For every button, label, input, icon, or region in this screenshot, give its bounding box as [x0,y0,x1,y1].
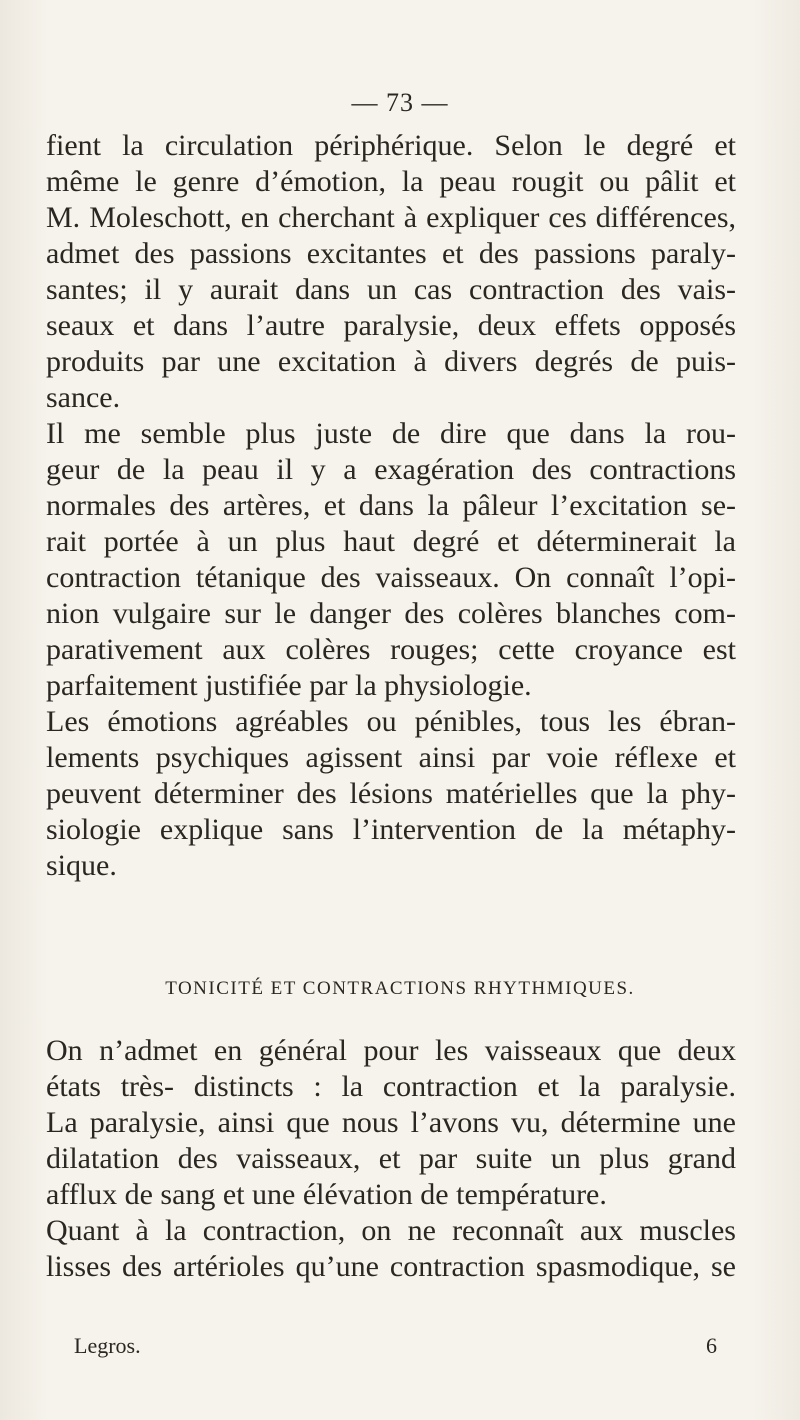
text-line: parfaitement justifiée par la physiologie. [46,669,532,702]
text-line: santes; il y aurait dans un cas contraction des vais- [46,273,736,306]
text-line: sique. [46,849,117,882]
text-line: peuvent déterminer des lésions matérielles que la phy- [46,777,736,810]
signature-number: 6 [706,1333,717,1358]
text-line: dilatation des vaisseaux, et par suite un plus grand [46,1142,736,1175]
text-line: produits par une excitation à divers degrés de puis- [46,345,736,378]
text-line: lisses des artérioles qu’une contraction spasmodique, se [46,1250,736,1283]
text-line: M. Moleschott, en cherchant à expliquer ces différences, [46,201,736,234]
signature-mark: Legros. [74,1333,141,1358]
text-line: fient la circulation périphérique. Selon le degré et [46,129,736,162]
text-block-top [46,128,736,884]
text-line: admet des passions excitantes et des passions paraly- [46,237,736,270]
text-line: siologie explique sans l’intervention de la métaphy- [46,813,736,846]
text-line: geur de la peau il y a exagération des contractions [46,453,736,486]
text-line: Les émotions agréables ou pénibles, tous les ébran- [46,705,736,738]
text-line: sance. [46,381,121,414]
page-number: — 73 — [351,88,449,117]
text-line: Il me semble plus juste de dire que dans la rou- [46,417,736,450]
text-line: rait portée à un plus haut degré et déterminerait la [46,525,736,558]
text-line: seaux et dans l’autre paralysie, deux effets opposés [46,309,736,342]
text-line: afflux de sang et une élévation de température. [46,1178,607,1211]
text-line: états très- distincts : la contraction et la paralysie. [46,1070,736,1103]
text-line: contraction tétanique des vaisseaux. On connaît l’opi- [46,561,736,594]
text-line: nion vulgaire sur le danger des colères blanches com- [46,597,736,630]
text-line: même le genre d’émotion, la peau rougit ou pâlit et [46,165,736,198]
text-line: Quant à la contraction, on ne reconnaît aux muscles [46,1214,736,1247]
text-line: normales des artères, et dans la pâleur l’excitation se- [46,489,736,522]
text-line: lements psychiques agissent ainsi par voie réflexe et [46,741,736,774]
section-heading: TONICITÉ ET CONTRACTIONS RHYTHMIQUES. [165,978,635,999]
text-line: On n’admet en général pour les vaisseaux que deux [46,1034,736,1067]
text-line: parativement aux colères rouges; cette croyance est [46,633,736,666]
text-block-bottom [46,1033,736,1285]
text-line: La paralysie, ainsi que nous l’avons vu, détermine une [46,1106,736,1139]
